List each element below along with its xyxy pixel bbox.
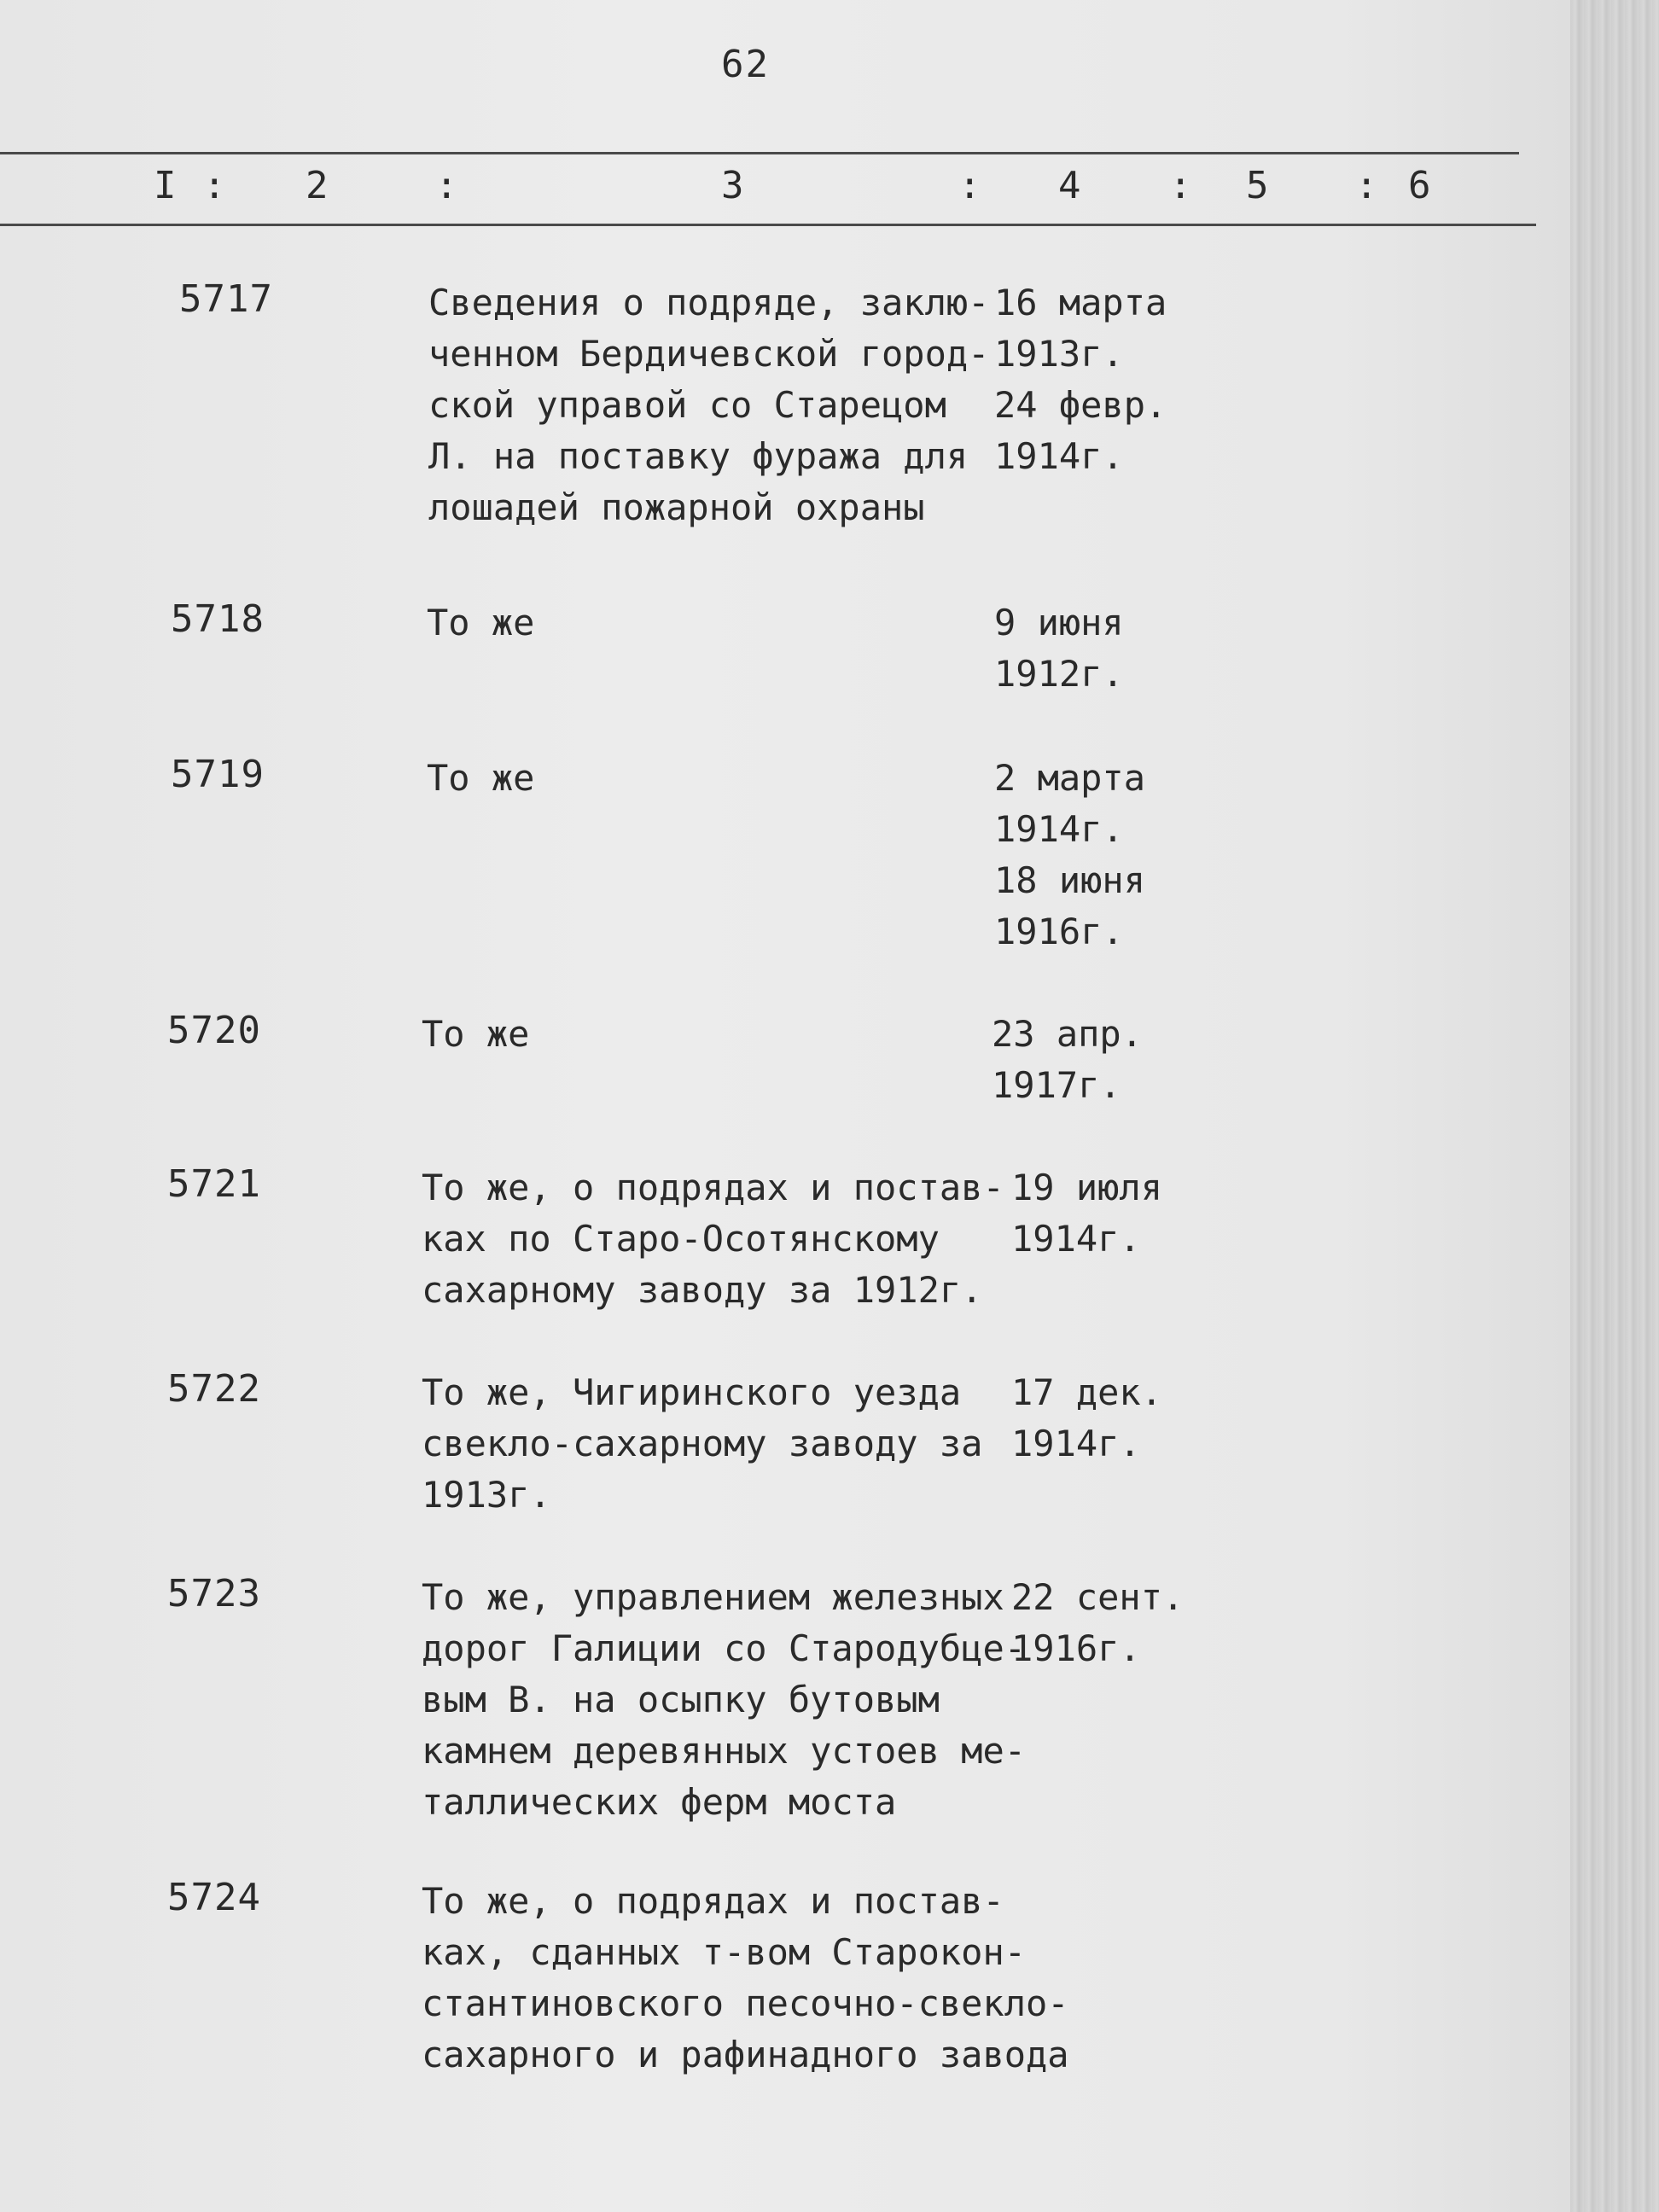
column-header-3: 3: [721, 164, 744, 207]
description-line: То же, о подрядах и постав-: [422, 1880, 1004, 1922]
entry-description: [427, 753, 1007, 804]
column-header-1: I: [154, 164, 177, 207]
entry-number: 5719: [171, 753, 265, 796]
description-line: стантиновского песочно-свекло-: [422, 1982, 1069, 2024]
column-header-6: 6: [1408, 164, 1431, 207]
entry-dates: [994, 597, 1124, 700]
header-rule-top: [0, 152, 1519, 154]
description-line: ской управой со Старецом: [428, 384, 946, 426]
date-line: 17 дек.: [1011, 1371, 1163, 1413]
entry-dates: [1011, 1572, 1184, 1674]
entry-dates: [1011, 1367, 1162, 1470]
column-header-2: 2: [306, 164, 329, 207]
entry-dates: [1011, 1162, 1162, 1265]
column-header-4: 4: [1058, 164, 1081, 207]
entry-number: 5722: [167, 1367, 261, 1411]
entry-number: 5718: [171, 597, 265, 641]
entry-number: 5723: [167, 1572, 261, 1615]
page-number: 62: [721, 43, 770, 86]
column-header-5: 5: [1246, 164, 1269, 207]
description-line: дорог Галиции со Стародубце-: [422, 1627, 1027, 1669]
column-separator: :: [1169, 164, 1192, 207]
date-line: 1917г.: [992, 1064, 1121, 1106]
date-line: 1914г.: [1011, 1218, 1141, 1260]
date-line: 19 июля: [1011, 1167, 1163, 1208]
entry-dates: [992, 1009, 1143, 1111]
date-line: 16 марта: [994, 282, 1167, 323]
date-line: 9 июня: [994, 602, 1124, 643]
description-line: лошадей пожарной охраны: [428, 486, 925, 528]
entry-dates: [994, 277, 1167, 482]
date-line: 24 февр.: [994, 384, 1167, 426]
column-separator: :: [1355, 164, 1378, 207]
description-line: То же, Чигиринского уезда: [422, 1371, 962, 1413]
date-line: 18 июня: [994, 859, 1146, 901]
date-line: 22 сент.: [1011, 1576, 1185, 1618]
description-line: Л. на поставку фуража для: [428, 435, 969, 477]
date-line: 1912г.: [994, 653, 1124, 695]
date-line: 23 апр.: [992, 1013, 1144, 1055]
entry-description: [422, 1009, 1002, 1060]
entry-description: [422, 1876, 1069, 2081]
description-line: ках, сданных т-вом Старокон-: [422, 1931, 1027, 1973]
description-line: ченном Бердичевской город-: [428, 333, 990, 375]
entry-dates: [994, 753, 1145, 958]
date-line: 1914г.: [1011, 1423, 1141, 1464]
date-line: 1913г.: [994, 333, 1124, 375]
description-line: Сведения о подряде, заклю-: [428, 282, 990, 323]
entry-description: [427, 597, 1007, 649]
description-line: То же, управлением железных: [422, 1576, 1004, 1618]
description-line: ках по Старо-Осотянскому: [422, 1218, 940, 1260]
description-line: То же: [427, 602, 535, 643]
description-line: 1913г.: [422, 1474, 551, 1516]
description-line: вым В. на осыпку бутовым: [422, 1679, 940, 1720]
description-line: То же: [422, 1013, 530, 1055]
entry-description: [428, 277, 1009, 533]
column-separator: :: [203, 164, 226, 207]
header-rule-bottom: [0, 224, 1536, 226]
date-line: 2 марта: [994, 757, 1146, 799]
column-separator: :: [435, 164, 458, 207]
date-line: 1916г.: [994, 911, 1124, 952]
entry-description: [422, 1367, 1002, 1521]
entry-number: 5721: [167, 1162, 261, 1206]
entry-number: 5724: [167, 1876, 261, 1919]
description-line: сахарному заводу за 1912г.: [422, 1269, 983, 1311]
entry-description: [422, 1572, 1027, 1828]
date-line: 1914г.: [994, 808, 1124, 850]
description-line: таллических ферм моста: [422, 1781, 897, 1823]
description-line: То же: [427, 757, 535, 799]
entry-number: 5720: [167, 1009, 261, 1052]
date-line: 1916г.: [1011, 1627, 1141, 1669]
description-line: сахарного и рафинадного завода: [422, 2034, 1069, 2075]
description-line: То же, о подрядах и постав-: [422, 1167, 1004, 1208]
entry-number: 5717: [179, 277, 273, 321]
description-line: камнем деревянных устоев ме-: [422, 1730, 1027, 1772]
description-line: свекло-сахарному заводу за: [422, 1423, 983, 1464]
column-separator: :: [958, 164, 981, 207]
stacked-page-edges: [1570, 0, 1659, 2212]
date-line: 1914г.: [994, 435, 1124, 477]
entry-description: [422, 1162, 1002, 1316]
